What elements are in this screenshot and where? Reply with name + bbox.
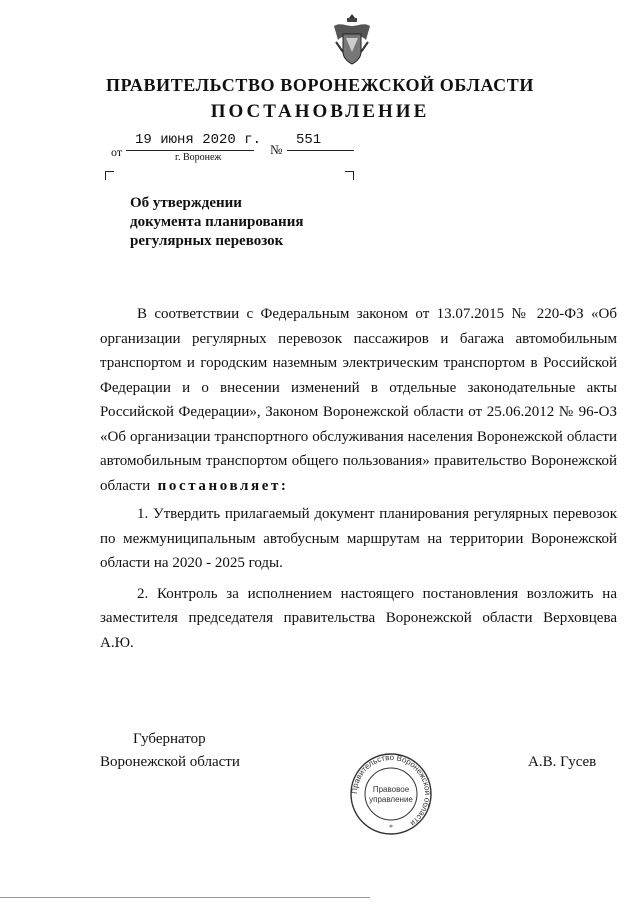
official-stamp bbox=[345, 752, 437, 836]
preamble-paragraph bbox=[100, 302, 617, 498]
signatory-title-line1: Губернатор bbox=[133, 731, 206, 747]
subject-line: Об утверждении bbox=[130, 195, 242, 211]
number-underline bbox=[287, 150, 354, 151]
subject-line: регулярных перевозок bbox=[130, 233, 284, 249]
date-prefix: от bbox=[111, 145, 123, 159]
right-corner-bracket bbox=[345, 171, 354, 180]
page-bottom-rule bbox=[0, 897, 370, 898]
item-2-paragraph: 2. Контроль за исполнением настоящего постановления возложить на заместителя председателя правительства Воронежской области Верховцева А.Ю. bbox=[100, 585, 617, 651]
signatory-title-line2: Воронежской области bbox=[100, 754, 240, 770]
stamp-center-line1: Правовое bbox=[372, 785, 410, 794]
document-body bbox=[100, 302, 617, 655]
document-type: ПОСТАНОВЛЕНИЕ bbox=[210, 101, 430, 122]
date-underline bbox=[126, 150, 254, 151]
organization-title: ПРАВИТЕЛЬСТВО ВОРОНЕЖСКОЙ ОБЛАСТИ bbox=[106, 75, 534, 95]
stamp-ring-text: Правительство Воронежской области bbox=[349, 752, 433, 828]
document-number: 551 bbox=[296, 132, 322, 148]
number-prefix: № bbox=[270, 142, 283, 157]
preamble-text: В соответствии с Федеральным законом от 13.07.2015 № 220-ФЗ «Об организации регулярных перевозок пассажиров и багажа автомобильным транспортом и городским наземным электрическим транспортом в Российской Федерации и о внесении изменений в отдельные законодательные акты Российской Федерации», Законом Воронежской области от 25.06.2012 № 96-ОЗ «Об организации транспортного обслуживания населения Воронежской области автомобильным транспортом общего пользования» правительство Воронежской области bbox=[100, 306, 617, 494]
city-label: г. Воронеж bbox=[175, 152, 222, 163]
subject-line: документа планирования bbox=[130, 214, 304, 230]
document-date: 19 июня 2020 г. bbox=[135, 132, 262, 148]
left-corner-bracket bbox=[105, 171, 114, 180]
signatory-name: А.В. Гусев bbox=[528, 754, 597, 770]
item-1-paragraph: 1. Утвердить прилагаемый документ планирования регулярных перевозок по межмуниципальным автобусным маршрутам на территории Воронежской области на 2020 - 2025 годы. bbox=[100, 506, 617, 571]
resolves-keyword: постановляет: bbox=[157, 477, 289, 494]
stamp-center-line2: управление bbox=[369, 795, 413, 804]
coat-of-arms-emblem bbox=[330, 12, 374, 68]
document-subject bbox=[130, 194, 303, 251]
stamp-star-icon: * bbox=[389, 823, 393, 832]
